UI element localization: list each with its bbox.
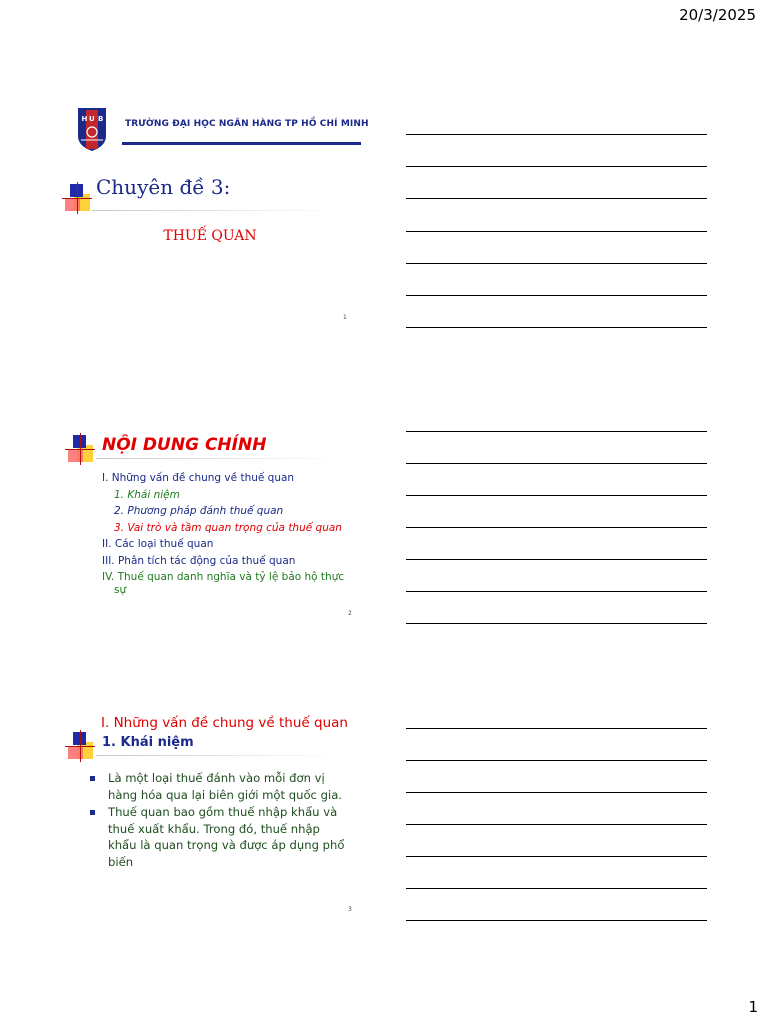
- slide-title: NỘI DUNG CHÍNH: [102, 435, 267, 455]
- toc-item-continued: sự: [114, 583, 127, 596]
- table-of-contents: [102, 470, 352, 598]
- section-subheading: 1. Khái niệm: [102, 735, 194, 750]
- note-line: [406, 623, 707, 624]
- note-line: [406, 327, 707, 328]
- note-line: [406, 231, 707, 232]
- slide-1: [60, 100, 369, 340]
- note-line: [406, 728, 707, 729]
- slide-2: [60, 428, 360, 668]
- svg-text:B: B: [98, 115, 104, 123]
- title-rule: [92, 210, 337, 211]
- slide-3: [60, 708, 360, 948]
- page-number: 1: [748, 998, 758, 1016]
- print-date: 20/3/2025: [679, 6, 756, 24]
- bullet-square-icon: [90, 776, 95, 781]
- toc-item: IV. Thuế quan danh nghĩa và tỷ lệ bảo hộ thực: [102, 571, 345, 583]
- note-line: [406, 888, 707, 889]
- note-line: [406, 760, 707, 761]
- note-line: [406, 591, 707, 592]
- university-underline: [122, 142, 361, 145]
- svg-text:U: U: [89, 115, 95, 123]
- toc-item: III. Phân tích tác động của thuế quan: [102, 554, 296, 567]
- note-line: [406, 431, 707, 432]
- note-line: [406, 856, 707, 857]
- toc-item: I. Những vấn đề chung về thuế quan: [102, 472, 295, 484]
- logo-text-h: H: [81, 115, 88, 123]
- title-rule: [96, 755, 341, 756]
- note-line: [406, 792, 707, 793]
- note-line: [406, 527, 707, 528]
- section-heading: I. Những vấn đề chung về thuế quan: [101, 715, 348, 731]
- note-line: [406, 920, 707, 921]
- bullet-text: Là một loại thuế đánh vào mỗi đơn vị hàng hóa qua lại biên giới một quốc gia.: [108, 771, 342, 802]
- note-line: [406, 263, 707, 264]
- slide-title: Chuyên đề 3:: [96, 175, 231, 199]
- bullet-text: Thuế quan bao gồm thuế nhập khẩu và thuế xuất khẩu. Trong đó, thuế nhập khẩu là quan trọng và được áp dụng phổ biến: [108, 805, 345, 869]
- toc-subitem: 3. Vai trò và tầm quan trọng của thuế quan: [114, 521, 342, 534]
- slide-number: 2: [348, 610, 352, 617]
- note-line: [406, 463, 707, 464]
- note-line: [406, 134, 707, 135]
- bullet-item: [90, 804, 352, 872]
- slide-number: 3: [348, 906, 352, 913]
- toc-item: II. Các loại thuế quan: [102, 538, 214, 550]
- slide-decoration: [62, 182, 92, 214]
- note-line: [406, 198, 707, 199]
- title-rule: [96, 458, 341, 459]
- slide-number: 1: [343, 314, 347, 321]
- note-line: [406, 166, 707, 167]
- slide-decoration: [65, 433, 95, 465]
- university-name: TRƯỜNG ĐẠI HỌC NGÂN HÀNG TP HỒ CHÍ MINH: [125, 119, 369, 129]
- note-line: [406, 559, 707, 560]
- note-line: [406, 824, 707, 825]
- university-logo: [77, 106, 107, 152]
- bullet-square-icon: [90, 810, 95, 815]
- toc-subitem: 2. Phương pháp đánh thuế quan: [114, 505, 284, 517]
- slide-decoration: [65, 730, 95, 762]
- slide-subtitle: THUẾ QUAN: [163, 228, 257, 244]
- note-line: [406, 295, 707, 296]
- toc-subitem: 1. Khái niệm: [114, 488, 180, 501]
- note-line: [406, 495, 707, 496]
- bullet-item: [90, 770, 352, 804]
